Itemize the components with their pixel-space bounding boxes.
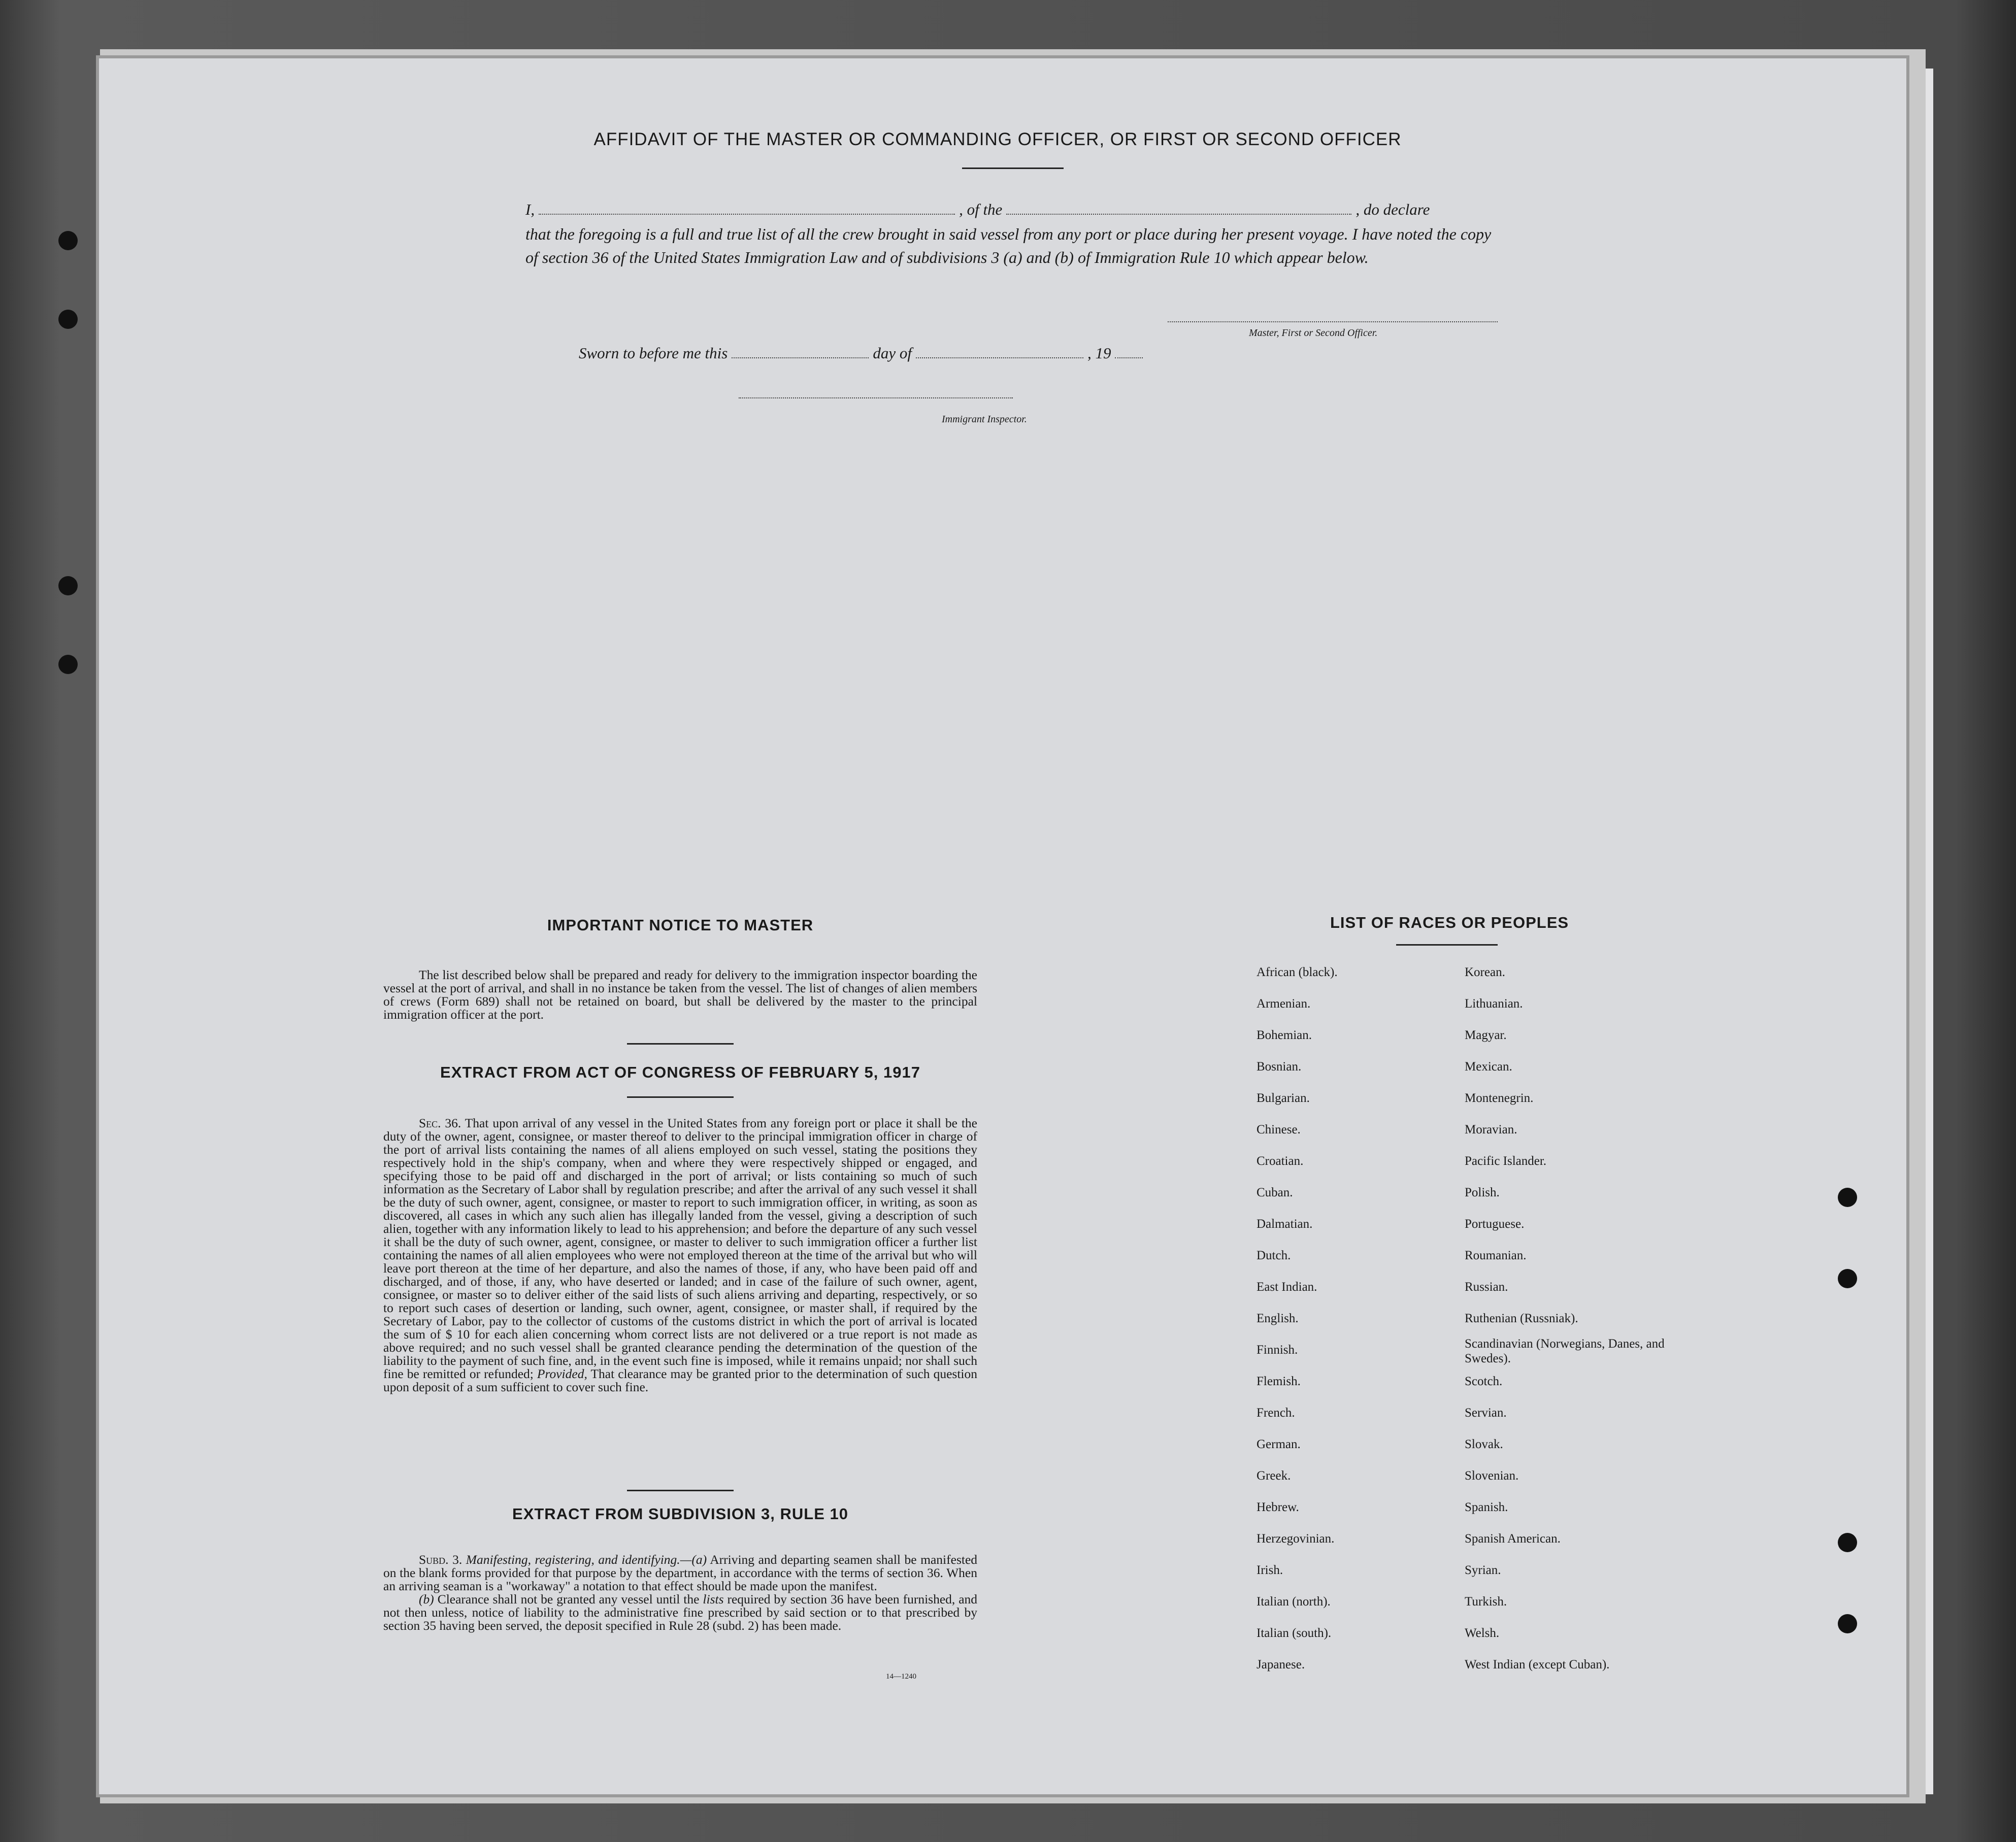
race-item: Greek. xyxy=(1257,1469,1291,1483)
act-end-rule xyxy=(627,1490,734,1491)
rule-text xyxy=(383,1553,977,1632)
do-declare-text: , do declare xyxy=(1356,200,1430,218)
notice-rule xyxy=(627,1043,734,1045)
b-label: (b) xyxy=(419,1592,434,1606)
subd-label: Subd. 3. xyxy=(419,1552,462,1567)
races-rule xyxy=(1396,944,1498,946)
race-item: Chinese. xyxy=(1257,1123,1301,1136)
race-item: Bulgarian. xyxy=(1257,1091,1310,1105)
race-item: African (black). xyxy=(1257,965,1338,979)
race-item: Syrian. xyxy=(1465,1563,1501,1577)
act-title: EXTRACT FROM ACT OF CONGRESS OF FEBRUARY 5, 1917 xyxy=(440,1063,920,1081)
signature-blank[interactable] xyxy=(1168,321,1498,322)
race-item: Herzegovinian. xyxy=(1257,1532,1335,1546)
day-blank[interactable] xyxy=(732,357,869,358)
race-item: Moravian. xyxy=(1465,1123,1517,1136)
vessel-blank[interactable] xyxy=(1006,213,1351,215)
para-b1: Clearance shall not be granted any vessel until the xyxy=(437,1592,700,1606)
race-item: Flemish. xyxy=(1257,1375,1301,1388)
race-item: Bohemian. xyxy=(1257,1028,1312,1042)
binder-hole xyxy=(58,576,78,595)
sec-label: Sec. 36. xyxy=(419,1116,461,1130)
race-item: Turkish. xyxy=(1465,1595,1507,1609)
races-column-1 xyxy=(1257,957,1449,1681)
race-item: Bosnian. xyxy=(1257,1060,1302,1074)
race-item: Japanese. xyxy=(1257,1658,1305,1671)
race-item: Scotch. xyxy=(1465,1375,1503,1388)
notice-paragraph: The list described below shall be prepared and ready for delivery to the immigration inspector boarding the vessel at the port of arrival, and shall in no instance be taken from the vessel. The list of changes of alien members of crews (Form 689) shall not be retained on board, but shall be delivered by the master to the principal immigration officer at the port. xyxy=(383,967,977,1022)
rule-para-a xyxy=(383,1553,977,1593)
lists-word: lists xyxy=(703,1592,724,1606)
binder-hole xyxy=(58,655,78,674)
form-number: 14—1240 xyxy=(886,1672,916,1681)
race-item: German. xyxy=(1257,1437,1301,1451)
race-item: Russian. xyxy=(1465,1280,1508,1294)
title-rule xyxy=(962,168,1064,169)
binder-hole xyxy=(58,310,78,329)
of-the-text: , of the xyxy=(959,200,1003,218)
name-blank[interactable] xyxy=(539,213,955,215)
notice-title: IMPORTANT NOTICE TO MASTER xyxy=(547,916,814,934)
race-item: East Indian. xyxy=(1257,1280,1317,1294)
subd-heading: Manifesting, registering, and identifying.—(a) xyxy=(466,1552,707,1567)
sworn-line xyxy=(579,344,1239,362)
year-blank[interactable] xyxy=(1115,357,1143,358)
sworn-prefix: Sworn to before me this xyxy=(579,344,728,362)
race-item: Montenegrin. xyxy=(1465,1091,1534,1105)
provided-text: That clearance may be granted prior to the determination of such question upon deposit of a sum sufficient to cover such fine. xyxy=(383,1366,978,1394)
race-item: Mexican. xyxy=(1465,1060,1512,1074)
race-item: Hebrew. xyxy=(1257,1500,1299,1514)
race-item: Welsh. xyxy=(1465,1626,1500,1640)
race-item: French. xyxy=(1257,1406,1295,1420)
race-item: Irish. xyxy=(1257,1563,1283,1577)
binder-hole xyxy=(1838,1188,1857,1207)
race-item: Servian. xyxy=(1465,1406,1507,1420)
para-b2: required by section 36 have been furnished, and not then unless, notice of liability to the administrative fine prescribed by said section or to that prescribed by section 35 having been served, the deposit specified in Rule 28 (subd. 2) has been made. xyxy=(383,1592,978,1633)
act-paragraph xyxy=(383,1117,977,1394)
day-of-text: day of xyxy=(873,344,912,362)
race-item: Cuban. xyxy=(1257,1186,1293,1199)
race-item: Roumanian. xyxy=(1465,1249,1527,1262)
race-item: Dalmatian. xyxy=(1257,1217,1313,1231)
rule-title: EXTRACT FROM SUBDIVISION 3, RULE 10 xyxy=(512,1505,848,1523)
act-text xyxy=(383,1117,977,1394)
race-item: Pacific Islander. xyxy=(1465,1154,1547,1168)
race-item: Italian (south). xyxy=(1257,1626,1332,1640)
provided-label: Provided, xyxy=(537,1366,587,1381)
month-blank[interactable] xyxy=(916,357,1083,358)
race-item: Finnish. xyxy=(1257,1343,1298,1357)
affidavit-paragraph: that the foregoing is a full and true list of all the crew brought in said vessel from any port or place during her present voyage. I have noted the copy of section 36 of the United States Immigration Law and of subdivisions 3 (a) and (b) of Immigration Rule 10 which appear below. xyxy=(525,225,1492,266)
race-item: Magyar. xyxy=(1465,1028,1507,1042)
sec-text: That upon arrival of any vessel in the United States from any foreign port or place it shall be the duty of the owner, agent, consignee, or master thereof to deliver to the principal immigration officer in charge of the port of arrival lists containing the names of all aliens employed on such vessel, stating the positions they respectively hold in the ship's company, when and where they were respectively shipped or engaged, and specifying those to be paid off and discharged in the port of arrival; or lists containing so much of such information as the Secretary of Labor shall by regulation prescribe; and after the arrival of any such vessel it shall be the duty of such owner, agent, consignee, or master to report to such immigration officer, in writing, as soon as discovered, all cases in which any such alien has illegally landed from the vessel, giving a description of such alien, together with any information likely to lead to his apprehension; and before the departure of any such vessel it shall be the duty of such owner, agent, consignee, or master to deliver to such immigration officer a further list containing the names of all alien employees who were not employed thereon at the time of the arrival but who will leave port thereon at the time of her departure, and also the names of those, if any, who have been paid off and discharged, and of those, if any, who have deserted or landed; and in case of the failure of such owner, agent, consignee, or master so to deliver either of the said lists of such aliens arriving and departing, respectively, or so to report such cases of desertion or landing, such owner, agent, consignee, or master shall, if required by the Secretary of Labor, pay to the collector of customs of the customs district in which the port of arrival is located the sum of $ 10 for each alien concerning whom correct lists are not delivered or a true report is not made as above required; and no such vessel shall be granted clearance pending the determination of the question of the liability to the payment of such fine, and, in the event such fine is imposed, while it remains unpaid; nor shall such fine be remitted or refunded; xyxy=(383,1116,977,1381)
affidavit-title: AFFIDAVIT OF THE MASTER OR COMMANDING OFFICER, OR FIRST OR SECOND OFFICER xyxy=(593,129,1402,149)
race-item: Croatian. xyxy=(1257,1154,1304,1168)
inspector-blank[interactable] xyxy=(739,397,1013,398)
races-title: LIST OF RACES OR PEOPLES xyxy=(1330,914,1569,931)
race-item: Slovenian. xyxy=(1465,1469,1519,1483)
para-a-text: Arriving and departing seamen shall be manifested on the blank forms provided for that purpose by the department, in accordance with the terms of section 36. When an arriving seaman is a "workaway" a notation to that effect should be made upon the manifest. xyxy=(383,1552,978,1593)
race-item: Polish. xyxy=(1465,1186,1500,1199)
race-item: Spanish. xyxy=(1465,1500,1508,1514)
binder-hole xyxy=(58,231,78,250)
races-column-2 xyxy=(1465,957,1678,1681)
race-item: Lithuanian. xyxy=(1465,997,1523,1011)
declarant-prefix: I, xyxy=(525,200,535,218)
race-item: Armenian. xyxy=(1257,997,1311,1011)
race-item: Korean. xyxy=(1465,965,1505,979)
race-item: Portuguese. xyxy=(1465,1217,1525,1231)
race-item: West Indian (except Cuban). xyxy=(1465,1658,1610,1671)
rule-para-b xyxy=(383,1593,977,1632)
race-item: Scandinavian (Norwegians, Danes, and Swedes). xyxy=(1465,1337,1665,1365)
race-item: Slovak. xyxy=(1465,1437,1503,1451)
binder-hole xyxy=(1838,1533,1857,1552)
race-item: Dutch. xyxy=(1257,1249,1291,1262)
race-item: Italian (north). xyxy=(1257,1595,1331,1609)
affidavit-declaration-line xyxy=(525,200,1500,219)
year-prefix: , 19 xyxy=(1087,344,1111,362)
act-rule xyxy=(627,1096,734,1098)
race-item: Ruthenian (Russniak). xyxy=(1465,1312,1578,1325)
race-item: Spanish American. xyxy=(1465,1532,1561,1546)
notice-text xyxy=(383,968,977,1021)
inspector-caption: Immigrant Inspector. xyxy=(942,414,1027,425)
binder-hole xyxy=(1838,1614,1857,1633)
binder-hole xyxy=(1838,1269,1857,1288)
race-item: English. xyxy=(1257,1312,1299,1325)
signature-caption: Master, First or Second Officer. xyxy=(1249,327,1378,339)
